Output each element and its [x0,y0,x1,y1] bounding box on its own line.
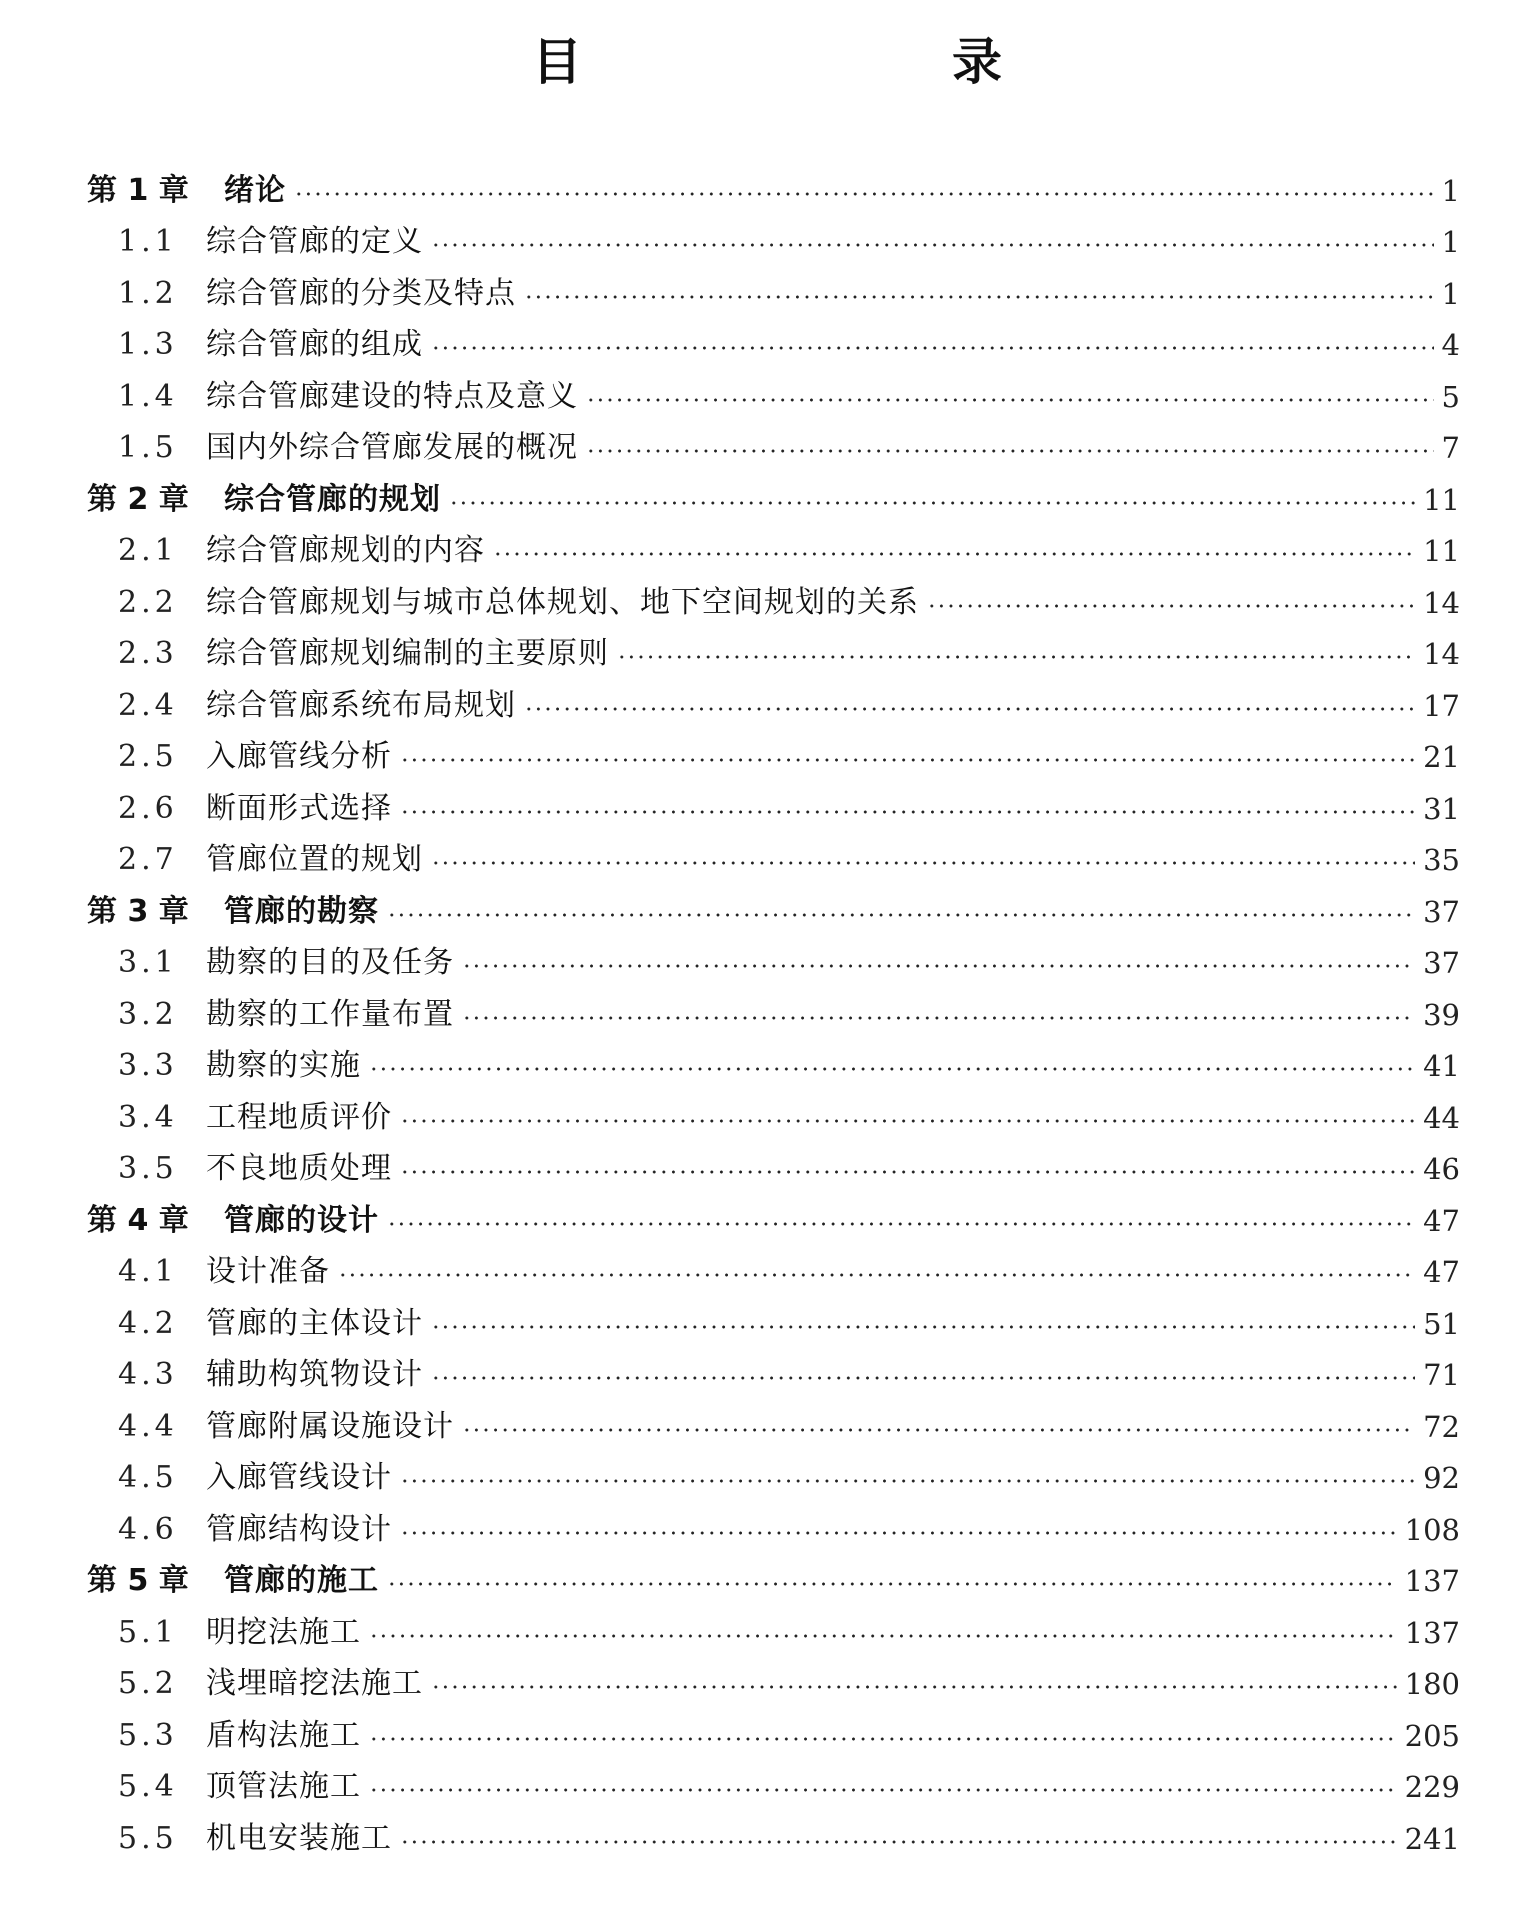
toc-entry-number: 3.3 [118,1048,178,1084]
toc-entry-page-number: 229 [1404,1770,1460,1805]
toc-entry-number: 3.5 [118,1151,178,1187]
dot-leader [387,1582,1397,1586]
toc-chapter-row [0,474,1534,526]
toc-section-row [0,1453,1534,1505]
dot-leader [369,1788,1397,1792]
toc-entry-number: 2.4 [118,687,178,723]
dot-leader [431,1685,1397,1689]
toc-entry-number: 2.2 [118,584,178,620]
toc-entry-number: 5.2 [118,1666,178,1702]
toc-entry-title: 综合管廊规划编制的主要原则 [206,636,609,672]
toc-section-row [0,1401,1534,1453]
toc-entry-page-number: 180 [1404,1667,1460,1702]
toc-entry-page-number: 17 [1423,688,1460,723]
toc-chapter-row [0,1195,1534,1247]
toc-entry-page-number: 39 [1423,997,1460,1032]
toc-chapter-row [0,165,1534,217]
toc-entry-number: 4.6 [118,1511,178,1547]
dot-leader [338,1273,1415,1277]
toc-entry-title: 设计准备 [206,1254,330,1290]
toc-entry-page-number: 7 [1441,431,1460,466]
toc-entry-page-number: 71 [1423,1358,1460,1393]
toc-entry-title: 勘察的实施 [206,1048,361,1084]
toc-entry-number: 第 2 章 [87,481,189,517]
toc-entry-title: 综合管廊规划与城市总体规划、地下空间规划的关系 [206,584,919,620]
toc-entry-page-number: 21 [1423,740,1460,775]
toc-section-row [0,989,1534,1041]
dot-leader [294,192,1434,196]
toc-entry-number: 3.4 [118,1099,178,1135]
toc-entry-title: 管廊的勘察 [224,893,379,929]
toc-entry-page-number: 11 [1423,482,1460,517]
dot-leader [400,1170,1415,1174]
dot-leader [586,398,1434,402]
toc-entry-page-number: 1 [1441,276,1460,311]
dot-leader [400,810,1415,814]
toc-entry-number: 5.4 [118,1769,178,1805]
toc-entry-number: 1.1 [118,224,178,260]
dot-leader [369,1634,1397,1638]
toc-entry-title: 勘察的工作量布置 [206,996,454,1032]
dot-leader [431,243,1434,247]
dot-leader [400,1840,1397,1844]
toc-entry-page-number: 137 [1404,1615,1460,1650]
toc-section-row [0,1762,1534,1814]
toc-entry-number: 4.2 [118,1305,178,1341]
dot-leader [369,1067,1415,1071]
dot-leader [400,1119,1415,1123]
toc-section-row [0,1041,1534,1093]
toc-entry-number: 4.3 [118,1357,178,1393]
toc-section-row [0,1350,1534,1402]
dot-leader [431,1325,1415,1329]
toc-entry-number: 2.3 [118,636,178,672]
toc-entry-page-number: 72 [1423,1409,1460,1444]
toc-entry-number: 第 4 章 [87,1202,189,1238]
toc-entry-page-number: 37 [1423,894,1460,929]
toc-entry-title: 管廊结构设计 [206,1511,392,1547]
toc-entry-page-number: 47 [1423,1203,1460,1238]
toc-section-row [0,1504,1534,1556]
dot-leader [927,604,1415,608]
toc-entry-number: 1.3 [118,327,178,363]
toc-entry-number: 3.2 [118,996,178,1032]
toc-section-row [0,320,1534,372]
toc-entry-page-number: 1 [1441,225,1460,260]
dot-leader [449,501,1415,505]
dot-leader [524,707,1415,711]
toc-entry-title: 管廊的施工 [224,1563,379,1599]
toc-entry-page-number: 31 [1423,791,1460,826]
toc-entry-title: 管廊的设计 [224,1202,379,1238]
dot-leader [431,861,1415,865]
toc-section-row [0,732,1534,784]
dot-leader [617,655,1415,659]
toc-entry-number: 3.1 [118,945,178,981]
dot-leader [462,1016,1415,1020]
dot-leader [524,295,1434,299]
toc-entry-title: 综合管廊建设的特点及意义 [206,378,578,414]
toc-entry-title: 断面形式选择 [206,790,392,826]
toc-entry-title: 综合管廊的分类及特点 [206,275,516,311]
toc-section-row [0,577,1534,629]
dot-leader [400,758,1415,762]
toc-entry-number: 第 1 章 [87,172,189,208]
toc-entry-title: 绪论 [224,172,286,208]
toc-entry-title: 综合管廊规划的内容 [206,533,485,569]
toc-entry-number: 1.5 [118,430,178,466]
toc-entry-title: 勘察的目的及任务 [206,945,454,981]
toc-entry-number: 4.1 [118,1254,178,1290]
toc-entry-title: 国内外综合管廊发展的概况 [206,430,578,466]
toc-entry-number: 第 5 章 [87,1563,189,1599]
toc-entry-number: 1.4 [118,378,178,414]
toc-section-row [0,1298,1534,1350]
toc-entry-number: 2.7 [118,842,178,878]
toc-section-row [0,783,1534,835]
toc-entry-number: 2.1 [118,533,178,569]
toc-entry-page-number: 14 [1423,585,1460,620]
toc-entry-title: 综合管廊的定义 [206,224,423,260]
toc-section-row [0,217,1534,269]
toc-entry-number: 第 3 章 [87,893,189,929]
dot-leader [400,1479,1415,1483]
toc-entry-title: 机电安装施工 [206,1820,392,1856]
toc-section-row [0,1710,1534,1762]
toc-section-row [0,526,1534,578]
toc-section-row [0,268,1534,320]
page-title: 目 录 [532,33,1162,91]
toc-section-row [0,1092,1534,1144]
toc-entry-number: 2.6 [118,790,178,826]
toc-entry-page-number: 51 [1423,1306,1460,1341]
toc-entry-title: 管廊位置的规划 [206,842,423,878]
toc-entry-title: 浅埋暗挖法施工 [206,1666,423,1702]
toc-section-row [0,1813,1534,1865]
toc-entry-page-number: 37 [1423,946,1460,981]
dot-leader [431,1376,1415,1380]
dot-leader [462,964,1415,968]
toc-entry-title: 顶管法施工 [206,1769,361,1805]
table-of-contents [0,165,1534,1865]
toc-entry-number: 1.2 [118,275,178,311]
toc-entry-page-number: 46 [1423,1152,1460,1187]
toc-entry-title: 管廊的主体设计 [206,1305,423,1341]
dot-leader [400,1531,1397,1535]
toc-entry-title: 入廊管线分析 [206,739,392,775]
toc-section-row [0,1144,1534,1196]
toc-section-row [0,680,1534,732]
toc-entry-page-number: 1 [1441,173,1460,208]
toc-entry-title: 不良地质处理 [206,1151,392,1187]
toc-section-row [0,938,1534,990]
toc-entry-page-number: 35 [1423,843,1460,878]
toc-section-row [0,423,1534,475]
toc-entry-page-number: 4 [1441,328,1460,363]
toc-entry-title: 明挖法施工 [206,1614,361,1650]
dot-leader [586,449,1434,453]
dot-leader [369,1737,1397,1741]
toc-entry-number: 4.5 [118,1460,178,1496]
toc-entry-page-number: 205 [1404,1718,1460,1753]
toc-section-row [0,371,1534,423]
toc-entry-page-number: 11 [1423,534,1460,569]
toc-entry-page-number: 47 [1423,1255,1460,1290]
toc-entry-number: 5.3 [118,1717,178,1753]
toc-entry-title: 工程地质评价 [206,1099,392,1135]
dot-leader [387,913,1415,917]
toc-chapter-row [0,1556,1534,1608]
toc-entry-page-number: 5 [1441,379,1460,414]
toc-entry-page-number: 41 [1423,1049,1460,1084]
toc-entry-number: 2.5 [118,739,178,775]
toc-entry-title: 综合管廊的规划 [224,481,441,517]
toc-chapter-row [0,886,1534,938]
dot-leader [462,1428,1415,1432]
toc-section-row [0,1607,1534,1659]
toc-entry-page-number: 108 [1404,1512,1460,1547]
toc-entry-page-number: 137 [1404,1564,1460,1599]
toc-section-row [0,835,1534,887]
toc-entry-title: 综合管廊系统布局规划 [206,687,516,723]
toc-entry-page-number: 44 [1423,1100,1460,1135]
toc-entry-title: 综合管廊的组成 [206,327,423,363]
toc-entry-number: 4.4 [118,1408,178,1444]
toc-entry-title: 入廊管线设计 [206,1460,392,1496]
toc-entry-title: 辅助构筑物设计 [206,1357,423,1393]
toc-entry-page-number: 92 [1423,1461,1460,1496]
toc-entry-title: 管廊附属设施设计 [206,1408,454,1444]
dot-leader [387,1222,1415,1226]
toc-entry-page-number: 241 [1404,1821,1460,1856]
toc-entry-page-number: 14 [1423,637,1460,672]
toc-section-row [0,1247,1534,1299]
toc-entry-title: 盾构法施工 [206,1717,361,1753]
toc-entry-number: 5.5 [118,1820,178,1856]
dot-leader [431,346,1434,350]
toc-section-row [0,1659,1534,1711]
toc-entry-number: 5.1 [118,1614,178,1650]
dot-leader [493,552,1415,556]
toc-section-row [0,629,1534,681]
